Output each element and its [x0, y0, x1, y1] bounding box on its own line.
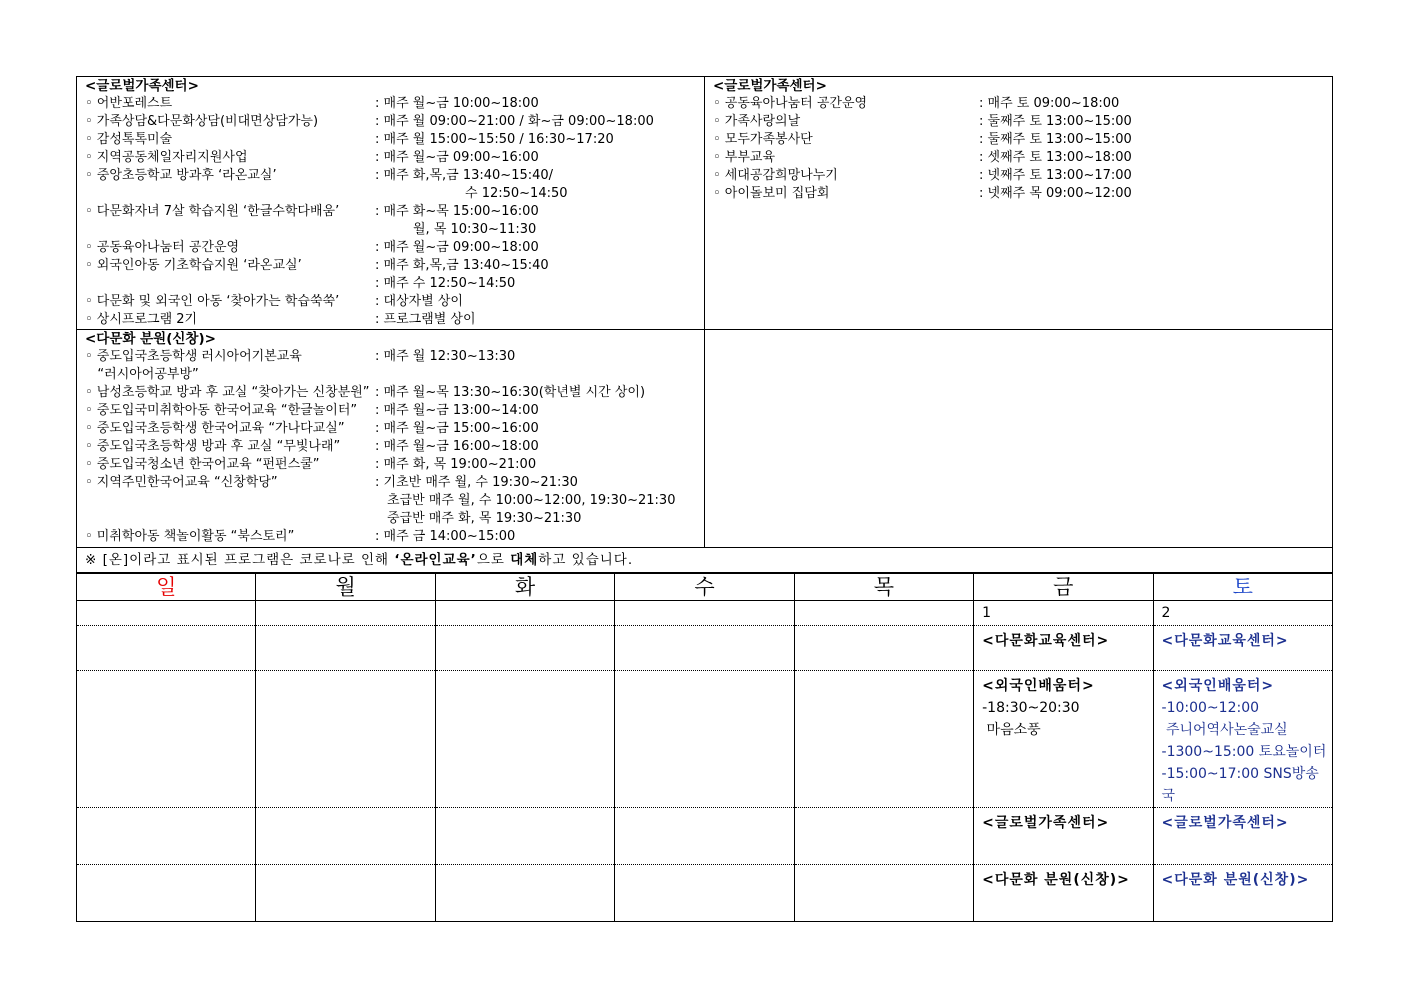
calendar-cell — [77, 626, 256, 671]
program-row — [85, 402, 704, 420]
program-schedule: : 매주 월 09:00~21:00 / 화~금 09:00~18:00 — [375, 114, 654, 129]
program-name: ◦ 지역주민한국어교육 “신창학당” — [85, 475, 278, 490]
friday-foreign-item: 마음소풍 — [982, 722, 1041, 738]
program-schedule: : 매주 월~금 10:00~18:00 — [375, 96, 539, 111]
program-schedule: : 넷째주 목 09:00~12:00 — [979, 186, 1132, 201]
program-schedule: : 매주 월~목 13:30~16:30(학년별 시간 상이) — [375, 385, 646, 400]
program-schedule: : 매주 월~금 15:00~16:00 — [375, 421, 539, 436]
program-name: ◦ 미취학아동 책놀이활동 “북스토리” — [85, 529, 295, 544]
program-schedule: : 매주 수 12:50~14:50 — [375, 276, 516, 291]
program-name — [85, 275, 375, 293]
program-row — [85, 131, 704, 149]
program-schedule: : 둘째주 토 13:00~15:00 — [979, 132, 1132, 147]
program-name: ◦ 공동육아나눔터 공간운영 — [713, 96, 868, 111]
edu-center-row — [77, 626, 1333, 671]
saturday-edu-cell — [1153, 626, 1332, 671]
program-row — [85, 239, 704, 257]
program-row — [85, 510, 704, 528]
day-thursday: 목 — [794, 574, 973, 601]
program-row — [713, 131, 1332, 149]
program-schedule: : 넷째주 토 13:00~17:00 — [979, 168, 1132, 183]
program-name: ◦ 감성톡톡미술 — [85, 132, 173, 147]
program-schedule: 초급반 매주 월, 수 10:00~12:00, 19:30~21:30 — [387, 493, 676, 508]
program-name: ◦ 아이돌보미 집담회 — [713, 186, 830, 201]
program-schedule: : 매주 월~금 09:00~16:00 — [375, 150, 539, 165]
program-name — [85, 492, 375, 510]
global-center-weekend-list — [713, 95, 1332, 203]
program-schedule: : 셋째주 토 13:00~18:00 — [979, 150, 1132, 165]
weekday-header-row — [77, 574, 1333, 601]
calendar-cell — [435, 865, 614, 922]
program-row — [85, 257, 704, 275]
program-schedule: : 매주 월~금 16:00~18:00 — [375, 439, 539, 454]
saturday-global-header: <글로벌가족센터> — [1161, 815, 1289, 831]
program-schedule: : 기초반 매주 월, 수 19:30~21:30 — [375, 475, 578, 490]
program-schedule: : 매주 월~금 13:00~14:00 — [375, 403, 539, 418]
program-name: ◦ 중도입국초등학생 방과 후 교실 “무빛나래” — [85, 439, 341, 454]
program-name: “러시아어공부방” — [85, 367, 199, 382]
program-row — [85, 492, 704, 510]
calendar-cell — [256, 671, 435, 808]
program-name: ◦ 외국인아동 기초학습지원 ‘라온교실’ — [85, 258, 302, 273]
notice-replace: 대체 — [510, 552, 539, 568]
program-row — [85, 311, 704, 329]
program-name: ◦ 다문화 및 외국인 아동 ‘찾아가는 학습쑥쑥’ — [85, 294, 340, 309]
branch-cell — [77, 330, 705, 548]
date-friday: 1 — [974, 601, 1153, 626]
program-table — [76, 76, 1333, 548]
friday-foreign-header: <외국인배움터> — [982, 678, 1095, 694]
branch-program-list — [85, 348, 704, 546]
program-schedule: : 매주 월 15:00~15:50 / 16:30~17:20 — [375, 132, 614, 147]
program-schedule: : 대상자별 상이 — [375, 294, 463, 309]
program-name — [85, 185, 375, 203]
program-schedule: : 매주 화,목,금 13:40~15:40/ — [375, 168, 554, 183]
program-schedule: : 프로그램별 상이 — [375, 312, 476, 327]
saturday-foreign-item: -10:00~12:00 — [1161, 700, 1260, 716]
program-row — [713, 185, 1332, 203]
global-center-weekend-header: <글로벌가족센터> — [713, 78, 827, 94]
friday-global-cell — [974, 808, 1153, 865]
program-name: ◦ 중도입국초등학생 러시아어기본교육 — [85, 349, 302, 364]
program-row — [85, 384, 704, 402]
program-schedule: 월, 목 10:30~11:30 — [413, 222, 537, 237]
global-center-header: <글로벌가족센터> — [85, 78, 199, 94]
calendar-cell — [615, 865, 794, 922]
calendar-cell — [77, 808, 256, 865]
program-name: ◦ 중도입국초등학생 한국어교육 “가나다교실” — [85, 421, 345, 436]
saturday-branch-header: <다문화 분원(신창)> — [1161, 872, 1310, 888]
calendar-cell — [794, 626, 973, 671]
program-name: ◦ 공동육아나눔터 공간운영 — [85, 240, 240, 255]
program-row — [85, 113, 704, 131]
calendar-cell — [256, 808, 435, 865]
schedule-page — [76, 76, 1333, 922]
program-row — [85, 203, 704, 221]
calendar-cell — [77, 671, 256, 808]
program-name — [85, 221, 375, 239]
program-row — [713, 95, 1332, 113]
program-name: ◦ 세대공감희망나누기 — [713, 168, 838, 183]
branch-row — [77, 865, 1333, 922]
notice-text-end: 하고 있습니다. — [538, 552, 634, 568]
empty-cell — [705, 330, 1333, 548]
friday-edu-header: <다문화교육센터> — [982, 633, 1110, 649]
global-center-weekend-cell — [705, 77, 1333, 330]
date-row — [77, 601, 1333, 626]
calendar-cell — [435, 626, 614, 671]
program-schedule: : 매주 화,목,금 13:40~15:40 — [375, 258, 549, 273]
day-monday: 월 — [256, 574, 435, 601]
global-center-weekday-list — [85, 95, 704, 329]
calendar-cell — [77, 865, 256, 922]
notice-text-mid: 으로 — [476, 552, 511, 568]
program-row — [85, 275, 704, 293]
saturday-foreign-item: 주니어역사논술교실 — [1161, 722, 1288, 738]
friday-edu-cell — [974, 626, 1153, 671]
program-name: ◦ 부부교육 — [713, 150, 776, 165]
program-name: ◦ 모두가족봉사단 — [713, 132, 813, 147]
global-center-row — [77, 808, 1333, 865]
day-saturday: 토 — [1153, 574, 1332, 601]
saturday-foreign-header: <외국인배움터> — [1161, 678, 1275, 694]
date-cell — [794, 601, 973, 626]
online-notice — [76, 548, 1333, 573]
friday-global-header: <글로벌가족센터> — [982, 815, 1110, 831]
program-row — [85, 348, 704, 366]
program-row — [85, 167, 704, 185]
calendar-cell — [615, 671, 794, 808]
date-cell — [77, 601, 256, 626]
program-row — [85, 456, 704, 474]
program-row — [85, 185, 704, 203]
program-schedule: : 매주 화, 목 19:00~21:00 — [375, 457, 537, 472]
program-schedule: 중급반 매주 화, 목 19:30~21:30 — [387, 511, 582, 526]
program-schedule: : 매주 화~목 15:00~16:00 — [375, 204, 539, 219]
program-name: ◦ 다문화자녀 7살 학습지원 ‘한글수학다배움’ — [85, 204, 340, 219]
program-name: ◦ 중도입국청소년 한국어교육 “펀펀스쿨” — [85, 457, 320, 472]
program-row — [713, 113, 1332, 131]
saturday-foreign-item: -15:00~17:00 SNS방송국 — [1161, 766, 1319, 804]
friday-foreign-cell — [974, 671, 1153, 808]
program-row — [85, 528, 704, 546]
program-row — [85, 293, 704, 311]
calendar-cell — [794, 865, 973, 922]
program-row — [85, 420, 704, 438]
program-name — [85, 510, 375, 528]
program-schedule: : 매주 금 14:00~15:00 — [375, 529, 516, 544]
calendar-cell — [794, 671, 973, 808]
saturday-foreign-cell — [1153, 671, 1332, 808]
day-sunday: 일 — [77, 574, 256, 601]
saturday-foreign-item: -1300~15:00 토요놀이터 — [1161, 744, 1327, 760]
saturday-global-cell — [1153, 808, 1332, 865]
date-saturday: 2 — [1153, 601, 1332, 626]
program-schedule: : 매주 월~금 09:00~18:00 — [375, 240, 539, 255]
program-name: ◦ 상시프로그램 2기 — [85, 312, 198, 327]
date-cell — [615, 601, 794, 626]
program-row — [85, 366, 704, 384]
friday-foreign-item: -18:30~20:30 — [982, 700, 1080, 716]
friday-branch-header: <다문화 분원(신창)> — [982, 872, 1130, 888]
calendar-cell — [615, 808, 794, 865]
program-name: ◦ 남성초등학교 방과 후 교실 “찾아가는 신창분원” — [85, 385, 370, 400]
program-name: ◦ 중도입국미취학아동 한국어교육 “한글놀이터” — [85, 403, 358, 418]
program-name: ◦ 중앙초등학교 방과후 ‘라온교실’ — [85, 168, 277, 183]
day-friday: 금 — [974, 574, 1153, 601]
program-schedule: : 둘째주 토 13:00~15:00 — [979, 114, 1132, 129]
program-schedule: : 매주 토 09:00~18:00 — [979, 96, 1120, 111]
calendar-cell — [615, 626, 794, 671]
date-cell — [435, 601, 614, 626]
date-cell — [256, 601, 435, 626]
calendar-cell — [435, 808, 614, 865]
program-name: ◦ 지역공동체일자리지원사업 — [85, 150, 248, 165]
program-row — [713, 149, 1332, 167]
notice-online-education: ‘온라인교육’ — [394, 552, 477, 568]
calendar-table — [76, 573, 1333, 922]
program-row — [713, 167, 1332, 185]
program-name: ◦ 가족사랑의날 — [713, 114, 801, 129]
global-center-weekday-cell — [77, 77, 705, 330]
branch-header: <다문화 분원(신창)> — [85, 331, 216, 347]
day-wednesday: 수 — [615, 574, 794, 601]
calendar-cell — [256, 626, 435, 671]
program-row — [85, 221, 704, 239]
program-row — [85, 474, 704, 492]
day-tuesday: 화 — [435, 574, 614, 601]
saturday-branch-cell — [1153, 865, 1332, 922]
program-row — [85, 95, 704, 113]
calendar-cell — [435, 671, 614, 808]
program-schedule: : 매주 월 12:30~13:30 — [375, 349, 516, 364]
program-row — [85, 438, 704, 456]
program-name: ◦ 어반포레스트 — [85, 96, 173, 111]
notice-text: ※ [온]이라고 표시된 프로그램은 코로나로 인해 — [85, 552, 395, 568]
calendar-cell — [794, 808, 973, 865]
program-row — [85, 149, 704, 167]
program-name: ◦ 가족상담&다문화상담(비대면상담가능) — [85, 114, 319, 129]
program-schedule: 수 12:50~14:50 — [465, 186, 568, 201]
foreign-center-row — [77, 671, 1333, 808]
friday-branch-cell — [974, 865, 1153, 922]
calendar-cell — [256, 865, 435, 922]
saturday-edu-header: <다문화교육센터> — [1161, 633, 1289, 649]
